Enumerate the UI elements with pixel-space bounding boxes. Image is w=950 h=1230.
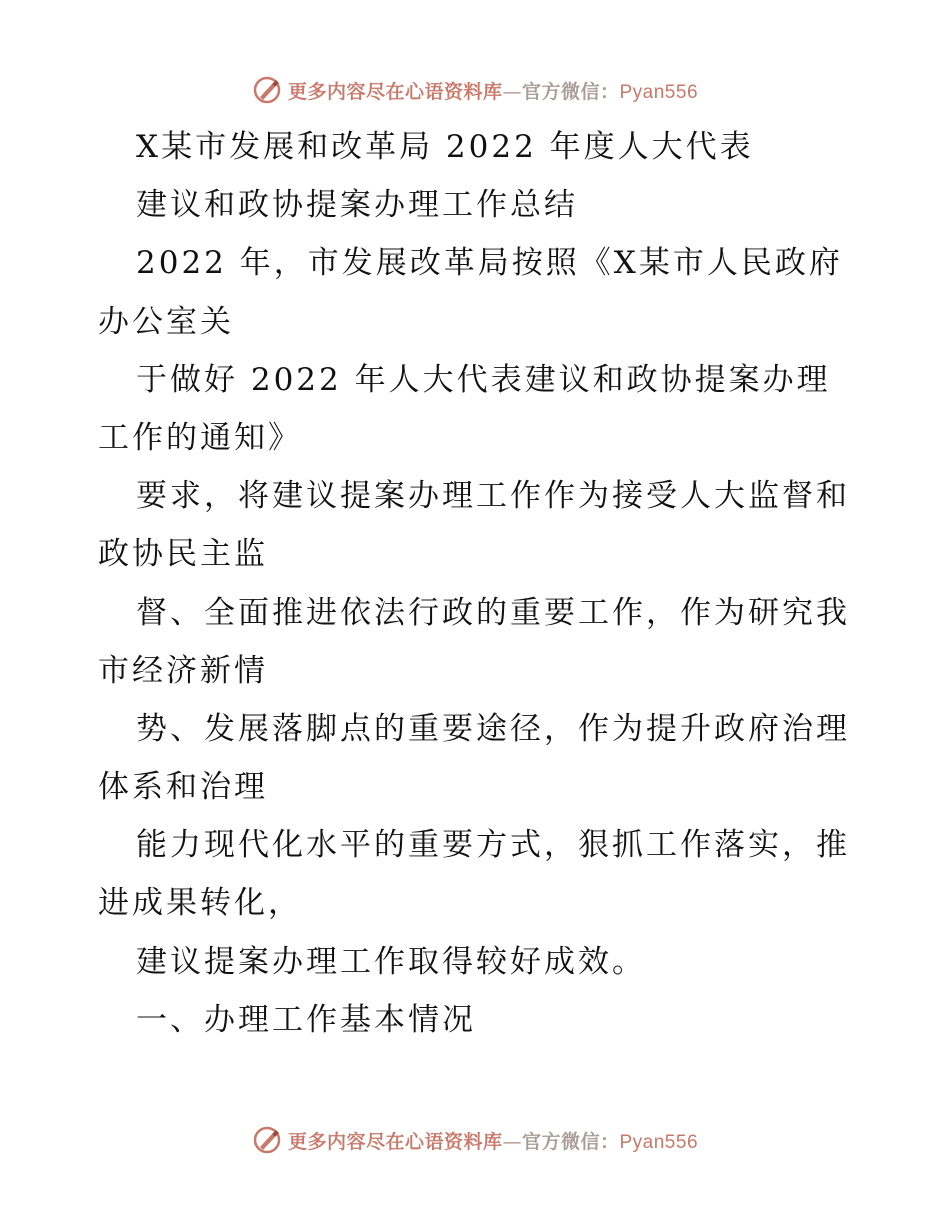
document-body [98, 118, 858, 1049]
text-line: 能力现代化水平的重要方式，狠抓工作落实，推 [136, 827, 850, 864]
text-line: 建议和政协提案办理工作总结 [136, 187, 578, 224]
text-line: 政协民主监 [98, 536, 268, 573]
pen-logo-icon [252, 1125, 282, 1155]
text-line: X某市发展和改革局 2022 年度人大代表 [136, 129, 754, 165]
text-line: 一、办理工作基本情况 [136, 1001, 476, 1038]
text-line: 市经济新情 [98, 652, 268, 689]
text-line: 势、发展落脚点的重要途径，作为提升政府治理 [136, 710, 850, 747]
pen-logo-icon [252, 75, 282, 105]
text-line: 2022 年，市发展改革局按照《X某市人民政府 [136, 245, 843, 282]
footer-watermark [0, 1120, 950, 1160]
text-line: 于做好 2022 年人大代表建议和政协提案办理 [136, 361, 831, 398]
text-line: 进成果转化， [98, 885, 302, 922]
text-line: 体系和治理 [98, 769, 268, 806]
text-line: 建议提案办理工作取得较好成效。 [136, 943, 646, 980]
text-line: 督、全面推进依法行政的重要工作，作为研究我 [136, 594, 850, 631]
text-line: 要求，将建议提案办理工作作为接受人大监督和 [136, 478, 850, 515]
text-line: 工作的通知》 [98, 419, 302, 456]
watermark-text: 更多内容尽在心语资料库—官方微信：Pyan556 [287, 80, 699, 103]
text-line: 办公室关 [98, 303, 234, 340]
header-watermark [0, 70, 950, 110]
watermark-text: 更多内容尽在心语资料库—官方微信：Pyan556 [287, 1130, 699, 1153]
